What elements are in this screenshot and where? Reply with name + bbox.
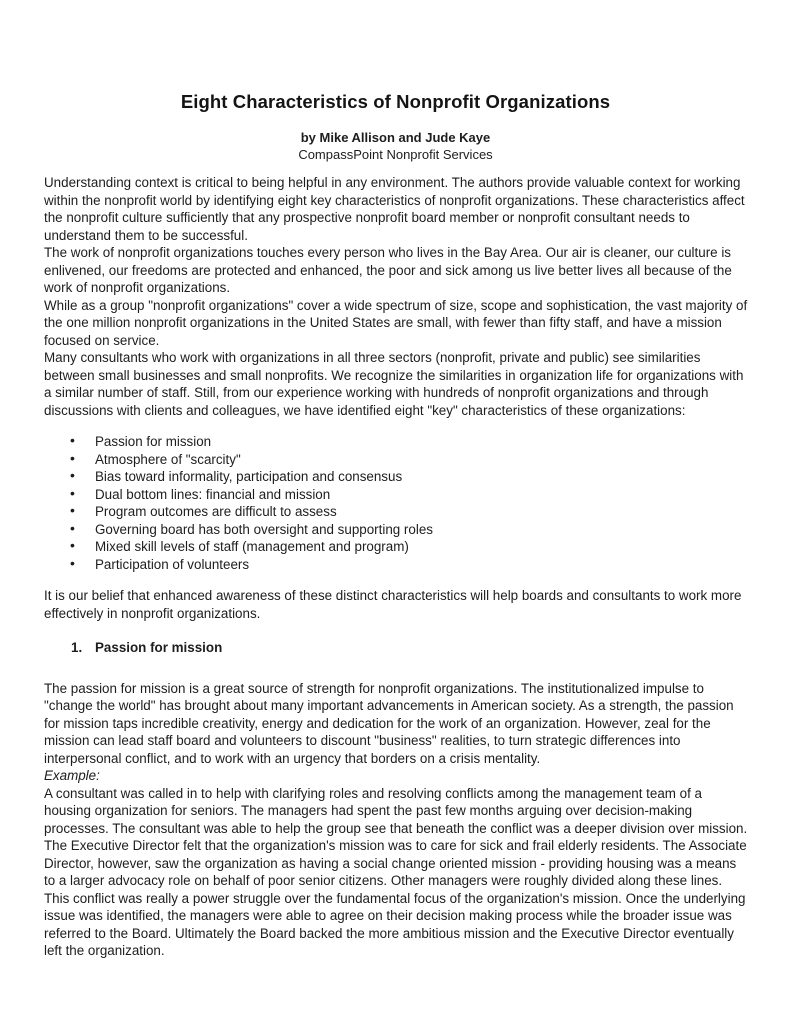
document-header	[0, 91, 791, 163]
document-body	[44, 174, 750, 960]
section-heading	[44, 639, 750, 657]
intro-paragraph-3: While as a group "nonprofit organizations" cover a wide spectrum of size, scope and sophistication, the vast majority of the one million nonprofit organizations in the United States are small, with fewer than fifty staff, and have a mission focused on service.	[44, 297, 748, 348]
section-title: Passion for mission	[95, 640, 223, 655]
list-item-label: Atmosphere of "scarcity"	[95, 451, 241, 467]
section-paragraph: The passion for mission is a great source of strength for nonprofit organizations. The institutionalized impulse to "change the world" has brought about many important advancements in American society. As a strength, the passion for mission taps incredible creativity, energy and dedication for the work of an organization. However, zeal for the mission can lead staff board and volunteers to discount "business" realities, to turn strategic differences into interpersonal conflict, and to work with an urgency that borders on a crisis mentality.	[44, 680, 734, 766]
bullet-icon: •	[70, 554, 75, 571]
list-item	[44, 538, 750, 556]
list-item	[44, 521, 750, 539]
list-item-label: Mixed skill levels of staff (management and program)	[95, 539, 409, 554]
section-number: 1.	[71, 640, 83, 655]
list-item	[44, 451, 750, 469]
intro-paragraph-4: Many consultants who work with organizations in all three sectors (nonprofit, private and public) see similarities between small businesses and small nonprofits. We recognize the similarities in organization life for organizations with a similar number of staff. Still, from our experience working with hundreds of nonprofit organizations and through discussions with clients and colleagues, we have identified eight "key" characteristics of these organizations:	[44, 350, 744, 418]
belief-paragraph: It is our belief that enhanced awareness of these distinct characteristics will help boards and consultants to work more effectively in nonprofit organizations.	[44, 588, 742, 621]
example-paragraph: A consultant was called in to help with clarifying roles and resolving conflicts among the management team of a housing organization for seniors. The managers had spent the past few months arguing over decision-making processes. The consultant was able to help the group see that beneath the conflict was a deeper division over mission. The Executive Director felt that the organization's mission was to care for sick and frail elderly residents. The Associate Director, however, saw the organization as having a social change oriented mission - providing housing was a means to a larger advocacy role on behalf of poor senior citizens. Other managers were roughly divided along these lines. This conflict was really a power struggle over the fundamental focus of the organization's mission. Once the underlying issue was identified, the managers were able to agree on their decision making process while the broader issue was referred to the Board. Ultimately the Board backed the more ambitious mission and the Executive Director eventually left the organization.	[44, 785, 748, 958]
list-item-label: Bias toward informality, participation and consensus	[95, 469, 403, 484]
organization-line: CompassPoint Nonprofit Services	[298, 147, 493, 162]
bullet-icon: •	[70, 484, 75, 501]
list-item	[44, 486, 750, 504]
characteristics-list	[44, 433, 750, 573]
byline: by Mike Allison and Jude Kaye	[300, 130, 491, 145]
bullet-icon: •	[70, 449, 75, 466]
bullet-icon: •	[70, 502, 75, 518]
list-item-label: Passion for mission	[95, 434, 212, 449]
bullet-icon: •	[70, 519, 75, 536]
document-title: Eight Characteristics of Nonprofit Organizations	[180, 91, 611, 112]
bullet-icon: •	[70, 537, 75, 553]
bullet-icon: •	[70, 432, 75, 448]
list-item	[44, 468, 750, 486]
intro-paragraph-1: Understanding context is critical to being helpful in any environment. The authors provide valuable context for working within the nonprofit world by identifying eight key characteristics of nonprofit organizations. These characteristics affect the nonprofit culture sufficiently that any prospective nonprofit board member or nonprofit consultant needs to understand them to be successful.	[44, 175, 745, 243]
example-label: Example:	[44, 768, 100, 783]
list-item	[44, 556, 750, 574]
bullet-icon: •	[70, 467, 75, 483]
list-item-label: Program outcomes are difficult to assess	[95, 504, 337, 519]
list-item	[44, 503, 750, 521]
list-item	[44, 433, 750, 451]
intro-paragraph-2: The work of nonprofit organizations touches every person who lives in the Bay Area. Our air is cleaner, our culture is enlivened, our freedoms are protected and enhanced, the poor and sick among us live better lives all because of the work of nonprofit organizations.	[44, 245, 732, 295]
list-item-label: Dual bottom lines: financial and mission	[95, 486, 331, 502]
list-item-label: Governing board has both oversight and supporting roles	[95, 521, 433, 537]
list-item-label: Participation of volunteers	[95, 556, 250, 572]
